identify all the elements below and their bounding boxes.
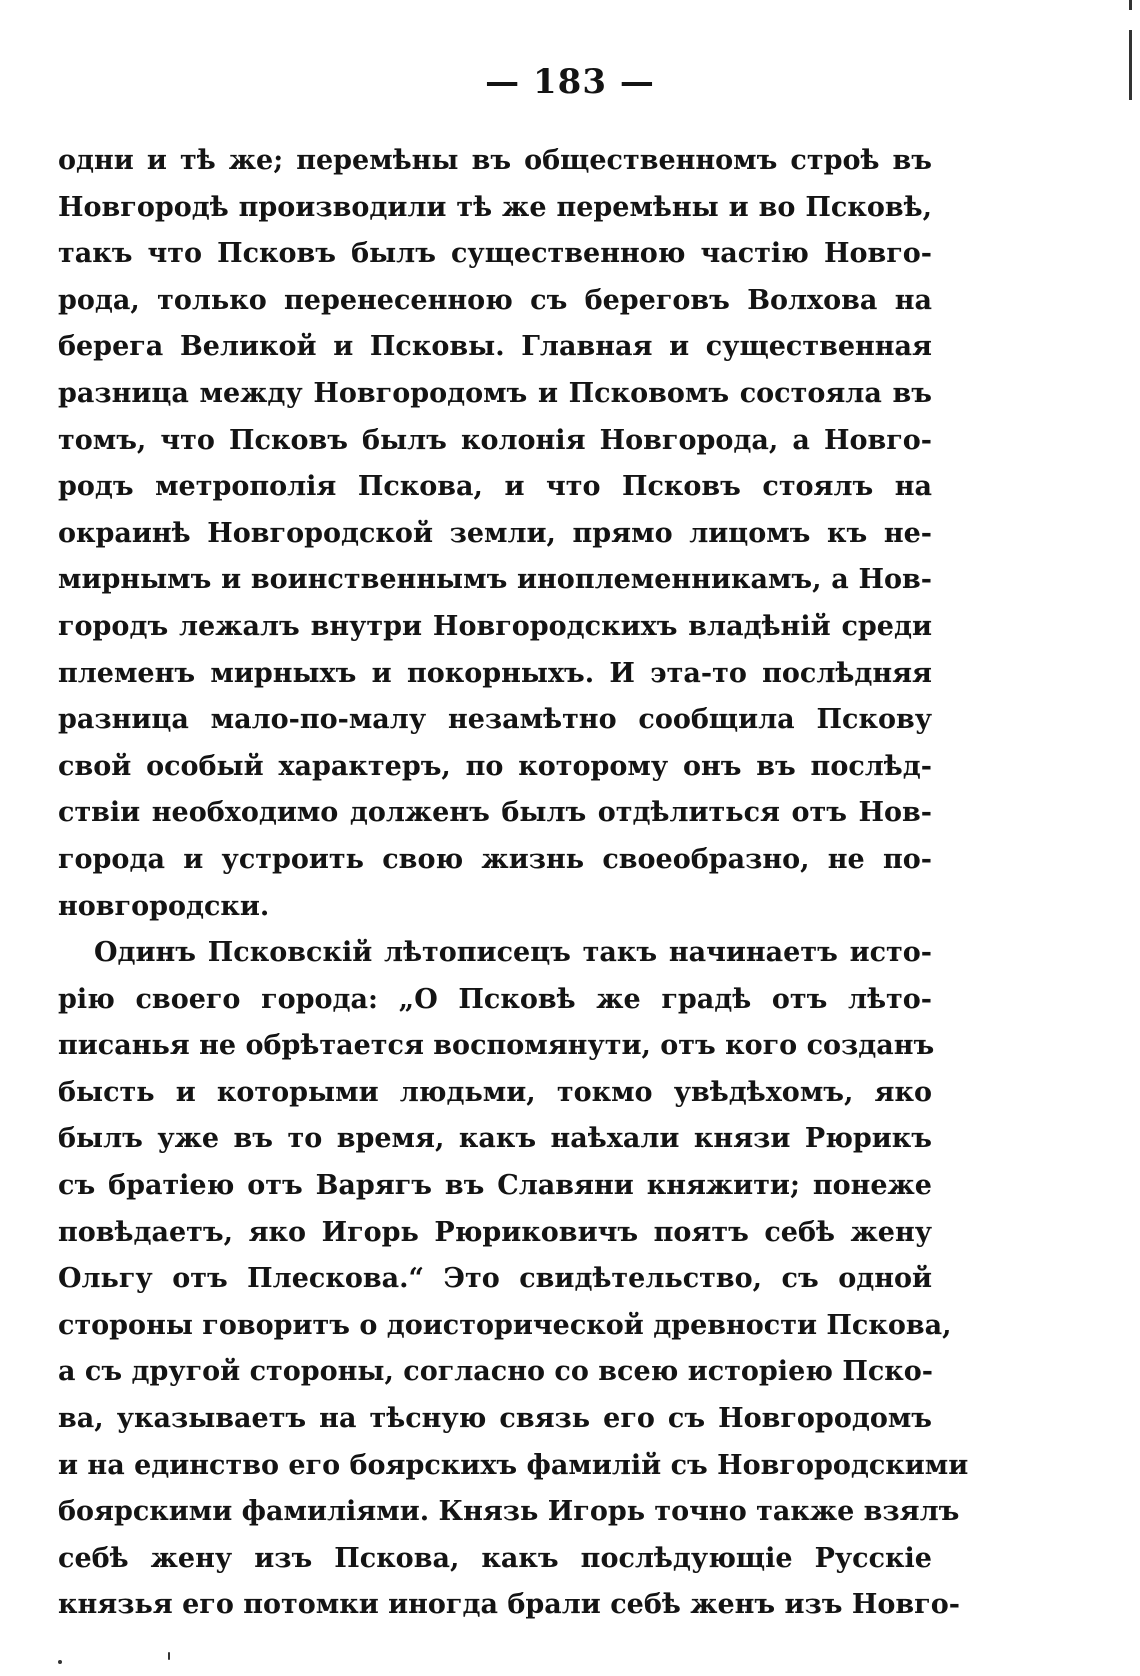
- text-line: и на единство его боярскихъ фамилій съ Новгородскими: [58, 1449, 969, 1481]
- text-line: окраинѣ Новгородской земли, прямо лицомъ къ не-: [58, 517, 932, 549]
- text-line: князья его потомки иногда брали себѣ женъ изъ Новго-: [58, 1589, 960, 1621]
- text-line: Новгородѣ производили тѣ же перемѣны и во Псковѣ,: [58, 191, 932, 223]
- scan-edge-mark: [1129, 0, 1132, 10]
- text-line: съ братіею отъ Варягъ въ Славяни княжити; понеже: [58, 1170, 932, 1202]
- text-line: томъ, что Псковъ былъ колонія Новгорода, а Новго-: [58, 424, 932, 456]
- text-line: стороны говоритъ о доисторической древности Пскова,: [58, 1309, 952, 1341]
- scan-speck: [58, 1660, 62, 1664]
- text-line: городъ лежалъ внутри Новгородскихъ владѣній среди: [58, 610, 932, 642]
- text-line: себѣ жену изъ Пскова, какъ послѣдующіе Русскіе: [58, 1542, 932, 1574]
- text-line: рію своего города: „О Псковѣ же градѣ отъ лѣто-: [58, 983, 932, 1015]
- scan-edge-mark: [1129, 30, 1132, 100]
- paragraph-1: [58, 138, 932, 930]
- text-line: бысть и которыми людьми, токмо увѣдѣхомъ, яко: [58, 1076, 932, 1108]
- text-line: былъ уже въ то время, какъ наѣхали князи Рюрикъ: [58, 1123, 932, 1155]
- paragraph-2: [58, 930, 969, 1629]
- text-line: рода, только перенесенною съ береговъ Волхова на: [58, 284, 932, 316]
- text-line: одни и тѣ же; перемѣны въ общественномъ строѣ въ: [58, 145, 932, 176]
- text-line: боярскими фамиліями. Князь Игорь точно также взялъ: [58, 1496, 960, 1528]
- text-line: свой особый характеръ, по которому онъ въ послѣд-: [58, 750, 932, 782]
- text-line: такъ что Псковъ былъ существенною частію Новго-: [58, 238, 932, 270]
- text-line: ствіи необходимо долженъ былъ отдѣлиться отъ Нов-: [58, 797, 932, 829]
- text-line: берега Великой и Псковы. Главная и существенная: [58, 331, 932, 363]
- text-line: ва, указываетъ на тѣсную связь его съ Новгородомъ: [58, 1403, 932, 1435]
- text-line: мирнымъ и воинственнымъ иноплеменникамъ, а Нов-: [58, 564, 932, 596]
- text-line: родъ метрополія Пскова, и что Псковъ стоялъ на: [58, 471, 932, 503]
- text-line: новгородски.: [58, 890, 270, 922]
- text-line: Ольгу отъ Плескова.“ Это свидѣтельство, съ одной: [58, 1263, 932, 1295]
- text-line: а съ другой стороны, согласно со всею исторіею Пско-: [58, 1356, 933, 1388]
- text-line: разница между Новгородомъ и Псковомъ состояла въ: [58, 377, 932, 409]
- page-number: — 183 —: [485, 62, 655, 102]
- text-line: разница мало-по-малу незамѣтно сообщила Пскову: [58, 704, 932, 736]
- text-line: писанья не обрѣтается воспомянути, отъ кого созданъ: [58, 1030, 935, 1062]
- body-text: [58, 138, 969, 1629]
- text-line: города и устроить свою жизнь своеобразно, не по-: [58, 843, 932, 875]
- text-line: Одинъ Псковскій лѣтописецъ такъ начинаетъ исто-: [94, 937, 932, 969]
- text-line: повѣдаетъ, яко Игорь Рюриковичъ поятъ себѣ жену: [58, 1216, 932, 1248]
- text-line: племенъ мирныхъ и покорныхъ. И эта-то послѣдняя: [58, 657, 932, 689]
- scan-speck: [168, 1652, 170, 1660]
